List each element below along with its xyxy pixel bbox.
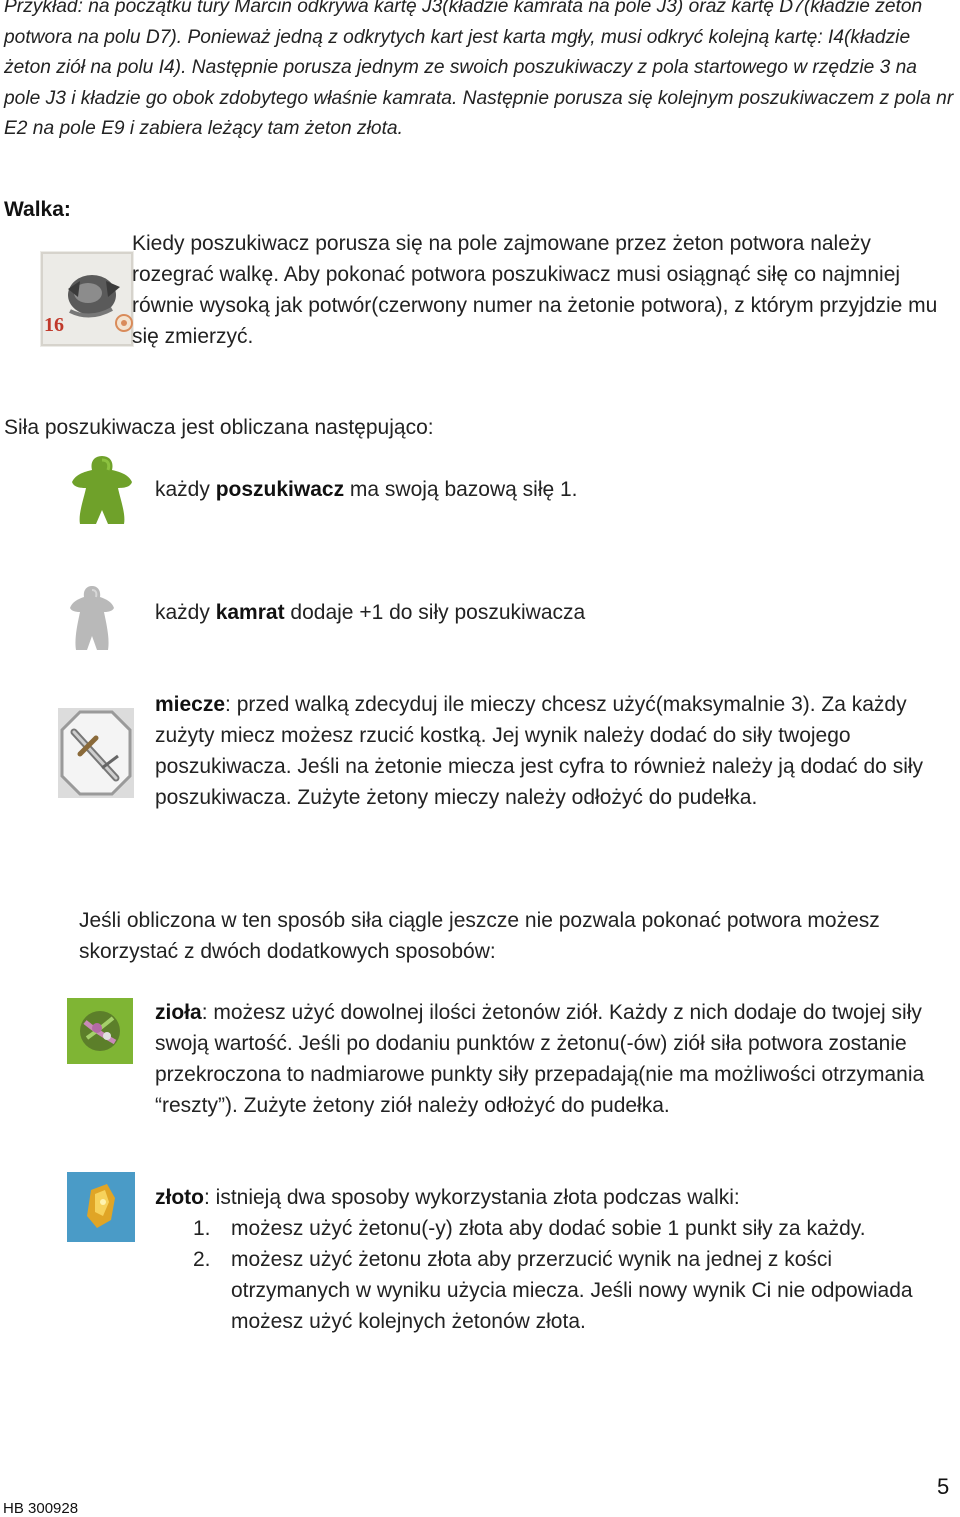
herbs-paragraph: zioła: możesz użyć dowolnej ilości żetonów ziół. Każdy z nich dodaje do twojej siły swoją wartość. Jeśli po dodaniu punktów z żetonu(-ów) ziół siła potwora zostanie przekroczona to nadmiarowe punkty siły przepadają(nie ma możliwości otrzymania “reszty”). Zużyte żetony ziół należy odłożyć do pudełka. [155,1001,925,1117]
seeker-line: każdy poszukiwacz ma swoją bazową siłę 1. [155,478,578,501]
gold-options-list [155,1213,955,1337]
section-heading-combat: Walka: [4,198,71,221]
example-paragraph: Przykład: na początku tury Marcin odkrywa kartę J3(kładzie kamrata na pole J3) oraz kartę D7(kładzie żeton potwora na polu D7). Ponieważ jedną z odkrytych kart jest karta mgły, musi odkryć kolejną kartę: I4(kładzie żeton ziół na polu I4). Następnie porusza jednym ze swoich poszukiwaczy z pola startowego w rzędzie 3 na pole J3 i kładzie go obok zdobytego właśnie kamrata. Następnie porusza się kolejnym poszukiwaczem z pola nr E2 na pole E9 i zabiera leżący tam żeton złota. [4,0,954,139]
extra-intro: Jeśli obliczona w ten sposób siła ciągle jeszcze nie pozwala pokonać potwora możesz skorzystać z dwóch dodatkowych sposobów: [79,909,880,963]
list-item: 1. możesz użyć żetonu(-y) złota aby dodać sobie 1 punkt siły za każdy. [193,1217,866,1240]
monster-number: 16 [44,314,64,336]
gold-paragraph [155,1182,955,1337]
list-item: 2. możesz użyć żetonu złota aby przerzucić wynik na jednej z kości otrzymanych w wyniku użycia miecza. Jeśli nowy wynik Ci nie odpowiada możesz użyć kolejnych żetonów złota. [193,1248,913,1333]
grey-meeple-icon [66,582,118,654]
comrade-line: każdy kamrat dodaje +1 do siły poszukiwacza [155,601,586,624]
swords-paragraph: miecze: przed walką zdecyduj ile mieczy chcesz użyć(maksymalnie 3). Za każdy zużyty miecz możesz rzucić kostką. Jej wynik należy dodać do siły twojego poszukiwacza. Jeśli na żetonie miecza jest cyfra to również należy ją dodać do siły poszukiwacza. Zużyte żetony mieczy należy odłożyć do pudełka. [155,693,924,809]
herbs-token-icon [67,998,133,1064]
green-meeple-icon [66,452,138,530]
strength-intro: Siła poszukiwacza jest obliczana następująco: [4,416,434,439]
monster-token-icon [40,251,134,347]
sword-token-icon [58,708,134,798]
page-number: 5 [937,1474,950,1499]
document-id: HB 300928 [3,1500,79,1517]
combat-intro: Kiedy poszukiwacz porusza się na pole zajmowane przez żeton potwora należy rozegrać walkę. Aby pokonać potwora poszukiwacz musi osiągnąć siłę co najmniej równie wysoką jak potwór(czerwony numer na żetonie potwora), z którym przyjdzie mu się zmierzyć. [132,232,938,348]
gold-token-icon [67,1172,135,1242]
gold-intro-line: złoto: istnieją dwa sposoby wykorzystania złota podczas walki: [155,1186,740,1209]
